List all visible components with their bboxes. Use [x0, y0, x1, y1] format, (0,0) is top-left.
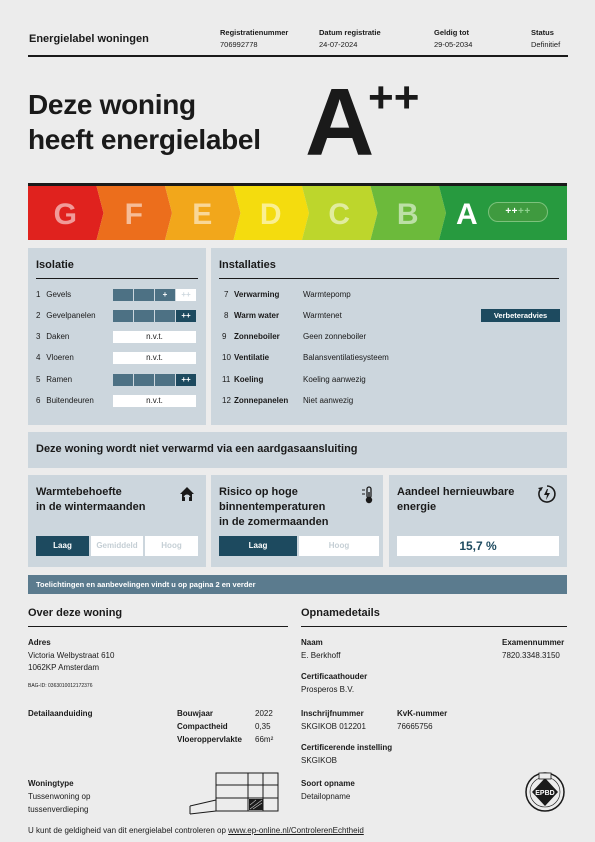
header-divider [28, 55, 568, 57]
headline: Deze woning heeft energielabel [28, 89, 261, 155]
footer-text: U kunt de geldigheid van dit energielabel controleren op www.ep-online.nl/ControlerenEchtheid [28, 826, 364, 835]
cert-value: Prosperos B.V. [301, 685, 355, 694]
rating-gevelpanelen: ++ [113, 310, 196, 322]
installaties-rule [219, 278, 559, 279]
exam-value: 7820.3348.3150 [502, 651, 560, 660]
installatie-value: Geen zonneboiler [303, 332, 367, 341]
label-letter-c: C [328, 198, 351, 231]
opname-title: Opnamedetails [301, 607, 380, 619]
inschr-label: Inschrijfnummer [301, 709, 364, 718]
isolatie-row: 5 Ramen [36, 375, 73, 384]
installatie-row: 12 Zonnepanelen [222, 396, 289, 405]
rating-gevels: + ++ [113, 289, 196, 301]
rating-vloeren: n.v.t. [113, 352, 196, 364]
registration-date: Datum registratie 24-07-2024 [319, 28, 381, 49]
naam-value: E. Berkhoff [301, 651, 341, 660]
verify-link[interactable]: www.ep-online.nl/ControlerenEchtheid [228, 826, 364, 835]
woningtype-line1: Tussenwoning op [28, 792, 91, 801]
isolatie-row: 1 Gevels [36, 290, 72, 299]
kvk-value: 76665756 [397, 722, 433, 731]
compact-label: Compactheid [177, 722, 228, 731]
renewable-icon [537, 484, 557, 504]
adres-label: Adres [28, 638, 51, 647]
active-plus-pill: ++++ [488, 202, 548, 222]
kvk-label: KvK-nummer [397, 709, 448, 718]
bouwjaar-value: 2022 [255, 709, 273, 718]
installatie-value: Niet aanwezig [303, 396, 354, 405]
label-letter-d: D [259, 198, 282, 231]
bag-id: BAG-ID: 0363010012172376 [28, 683, 93, 689]
status: Status Definitief [531, 28, 561, 49]
house-icon [178, 485, 196, 503]
vloer-value: 66m² [255, 735, 274, 744]
energy-label-letter: A [305, 69, 373, 176]
risico-level: Laag Hoog [219, 536, 379, 556]
risico-title: Risico op hoge binnentemperaturen in de zomermaanden [219, 486, 329, 528]
hernieuwbaar-value: 15,7 % [397, 536, 559, 556]
risico-box [211, 475, 383, 567]
isolatie-title: Isolatie [36, 259, 74, 271]
bouwjaar-label: Bouwjaar [177, 709, 214, 718]
installatie-value: Koeling aanwezig [303, 375, 366, 384]
adres-line1: Victoria Welbystraat 610 [28, 651, 115, 660]
building-diagram-icon [188, 770, 284, 816]
installatie-row: 10 Ventilatie [222, 353, 270, 362]
soort-value: Detailopname [301, 792, 351, 801]
woningtype-line2: tussenverdieping [28, 805, 89, 814]
naam-label: Naam [301, 638, 323, 647]
instelling-label: Certificerende instelling [301, 743, 393, 752]
isolatie-row: 6 Buitendeuren [36, 396, 94, 405]
installatie-value: Balansventilatiesysteem [303, 353, 389, 362]
energy-label-scale [28, 186, 567, 240]
registration-number: Registratienummer 706992778 [220, 28, 289, 49]
label-letter-b: B [396, 198, 419, 231]
installaties-title: Installaties [219, 259, 276, 271]
isolatie-row: 2 Gevelpanelen [36, 311, 96, 320]
instelling-value: SKGIKOB [301, 756, 338, 765]
rating-daken: n.v.t. [113, 331, 196, 343]
installatie-row: 8 Warm water [224, 311, 280, 320]
compact-value: 0,35 [255, 722, 271, 731]
woningtype-label: Woningtype [28, 779, 74, 788]
valid-until: Geldig tot 29-05-2034 [434, 28, 473, 49]
detail-label: Detailaanduiding [28, 709, 93, 718]
cert-label: Certificaathouder [301, 672, 368, 681]
installatie-value: Warmtenet [303, 311, 342, 320]
over-rule [28, 626, 288, 627]
isolatie-rule [36, 278, 198, 279]
label-letter-a: A [456, 198, 478, 231]
warmte-level: Laag Gemiddeld Hoog [36, 536, 198, 556]
opname-rule [301, 626, 567, 627]
warmtebehoefte-box [28, 475, 206, 567]
thermometer-icon [361, 485, 377, 505]
isolatie-row: 4 Vloeren [36, 353, 74, 362]
installatie-row: 11 Koeling [222, 375, 264, 384]
gas-banner: Deze woning wordt niet verwarmd via een aardgasaansluiting [28, 432, 567, 468]
label-letter-e: E [192, 198, 213, 231]
rating-buitendeuren: n.v.t. [113, 395, 196, 407]
rating-ramen: ++ [113, 374, 196, 386]
document-title: Energielabel woningen [29, 33, 149, 45]
isolatie-panel [28, 248, 206, 425]
over-title: Over deze woning [28, 607, 123, 619]
toelichting-bar: Toelichtingen en aanbevelingen vindt u op pagina 2 en verder [28, 575, 567, 594]
hernieuwbaar-box [389, 475, 567, 567]
adres-line2: 1062KP Amsterdam [28, 663, 100, 672]
exam-label: Examennummer [502, 638, 565, 647]
soort-label: Soort opname [301, 779, 355, 788]
label-letter-f: F [124, 198, 143, 231]
verbeteradvies-button[interactable]: Verbeteradvies [481, 309, 560, 322]
installatie-row: 9 Zonneboiler [222, 332, 280, 341]
epbd-logo-text: EPBD [535, 790, 555, 797]
installatie-row: 7 Verwarming [224, 290, 280, 299]
energy-label-plus: ++ [368, 73, 420, 122]
vloer-label: Vloeroppervlakte [177, 735, 242, 744]
hernieuwbaar-title: Aandeel hernieuwbare energie [397, 486, 515, 513]
warmtebehoefte-title: Warmtebehoefte in de wintermaanden [36, 486, 146, 513]
installaties-panel [211, 248, 567, 425]
epbd-logo [522, 770, 568, 814]
label-letter-g: G [53, 198, 77, 231]
inschr-value: SKGIKOB 012201 [301, 722, 366, 731]
installatie-value: Warmtepomp [303, 290, 351, 299]
isolatie-row: 3 Daken [36, 332, 70, 341]
